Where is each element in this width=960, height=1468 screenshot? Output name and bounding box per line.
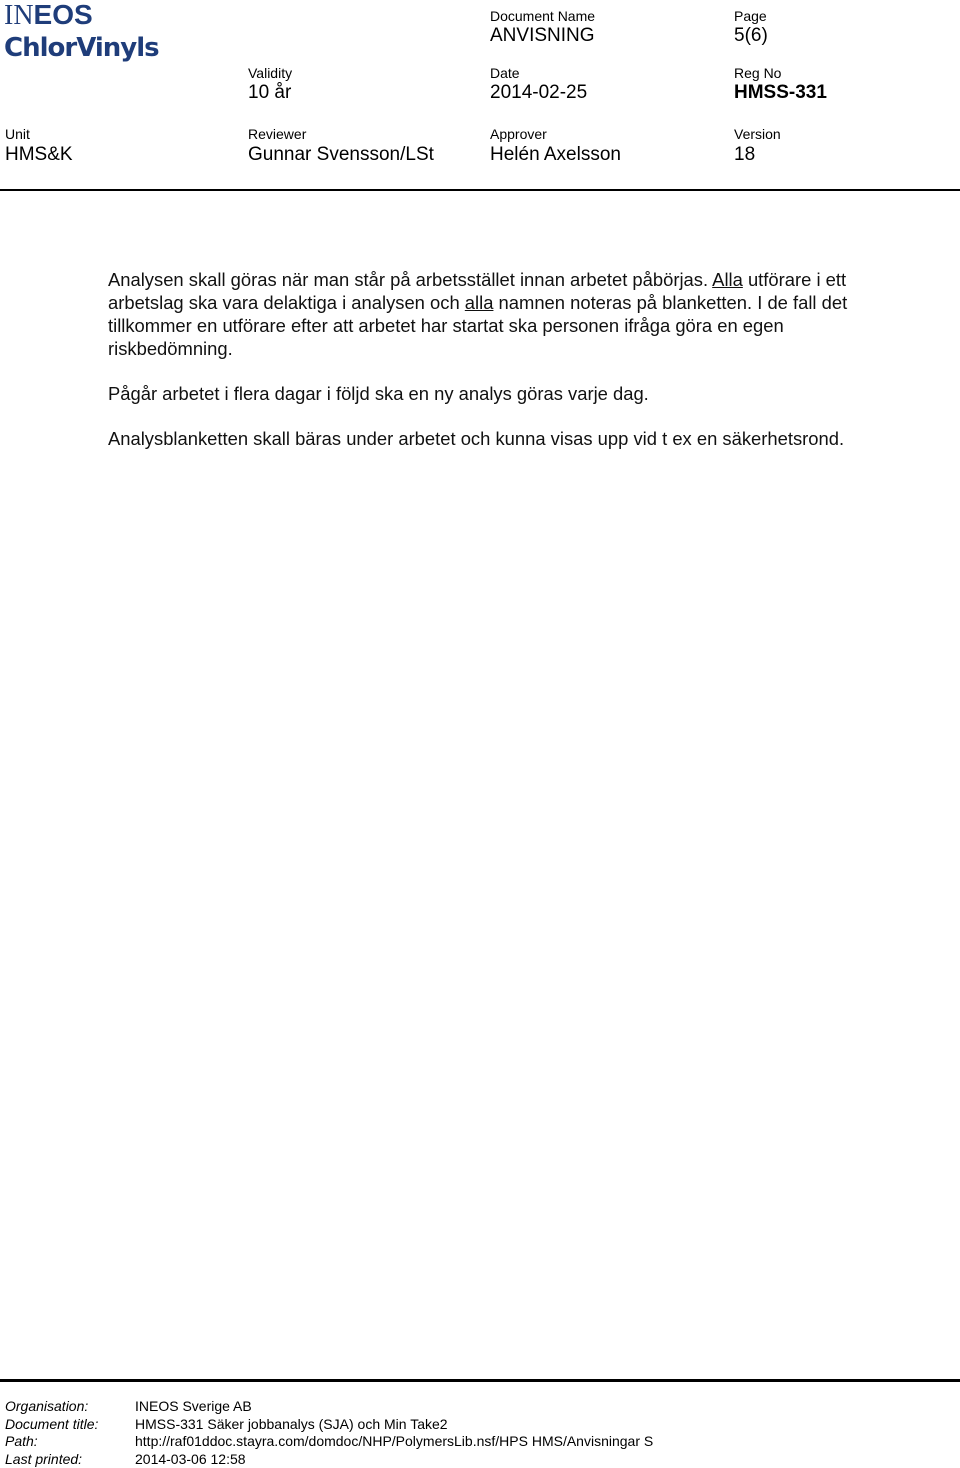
p1-underlined-alla-1: Alla	[712, 269, 743, 290]
footer-divider	[0, 1379, 960, 1382]
version-label: Version	[734, 126, 781, 142]
footer-row-last-printed	[5, 1451, 653, 1468]
p1-text-a: Analysen skall göras när man står på arbetsstället innan arbetet påbörjas.	[108, 269, 713, 290]
unit-label: Unit	[5, 126, 30, 142]
path-label: Path:	[5, 1433, 38, 1449]
p1-text-c: namnen noteras på blanketten. I de fall det tillkommer en utförare efter att arbetet har startat ska personen ifråga göra en egen riskbedömning.	[108, 292, 848, 359]
reviewer-label: Reviewer	[248, 126, 307, 142]
path-value: http://raf01ddoc.stayra.com/domdoc/NHP/PolymersLib.nsf/HPS HMS/Anvisningar S	[135, 1433, 654, 1449]
organisation-value: INEOS Sverige AB	[135, 1398, 252, 1414]
footer-row-organisation	[5, 1398, 653, 1416]
p1-text-b: utförare i ett arbetslag ska vara delaktiga i analysen och	[108, 269, 847, 313]
reviewer-value: Gunnar Svensson/LSt	[248, 144, 434, 165]
document-name-label: Document Name	[490, 8, 596, 24]
validity-value: 10 år	[248, 82, 292, 103]
logo-text-os: OS	[52, 0, 93, 30]
document-footer	[5, 1398, 653, 1468]
unit-value: HMS&K	[5, 144, 73, 165]
page-value: 5(6)	[734, 25, 768, 46]
last-printed-label: Last printed:	[5, 1450, 83, 1467]
date-label: Date	[490, 65, 520, 81]
document-title-value: HMSS-331 Säker jobbanalys (SJA) och Min Take2	[135, 1415, 448, 1432]
last-printed-value: 2014-03-06 12:58	[135, 1450, 246, 1467]
paragraph-1	[108, 268, 898, 360]
reg-no-label: Reg No	[734, 65, 782, 81]
document-body	[108, 268, 898, 472]
reg-no-value: HMSS-331	[734, 82, 827, 103]
logo-text-in: IN	[4, 0, 34, 31]
organisation-label: Organisation:	[5, 1398, 89, 1414]
paragraph-3: Analysblanketten skall bäras under arbetet och kunna visas upp vid t ex en säkerhetsrond.	[108, 428, 845, 449]
version-value: 18	[734, 144, 756, 165]
footer-row-document-title	[5, 1416, 653, 1434]
approver-label: Approver	[490, 126, 547, 142]
page-label: Page	[734, 8, 767, 24]
paragraph-2: Pågår arbetet i flera dagar i följd ska en ny analys göras varje dag.	[108, 383, 649, 404]
logo-text-e: E	[33, 0, 53, 30]
date-value: 2014-02-25	[490, 82, 588, 103]
p1-underlined-alla-2: alla	[464, 292, 494, 313]
approver-value: Helén Axelsson	[490, 144, 621, 165]
document-title-label: Document title:	[5, 1415, 99, 1432]
validity-label: Validity	[248, 65, 293, 81]
ineos-logo	[4, 0, 93, 31]
chlorvinyls-logo: ChlorVinyls	[4, 33, 159, 63]
document-name-value: ANVISNING	[490, 25, 595, 46]
footer-row-path	[5, 1433, 653, 1451]
header-divider	[0, 189, 960, 191]
